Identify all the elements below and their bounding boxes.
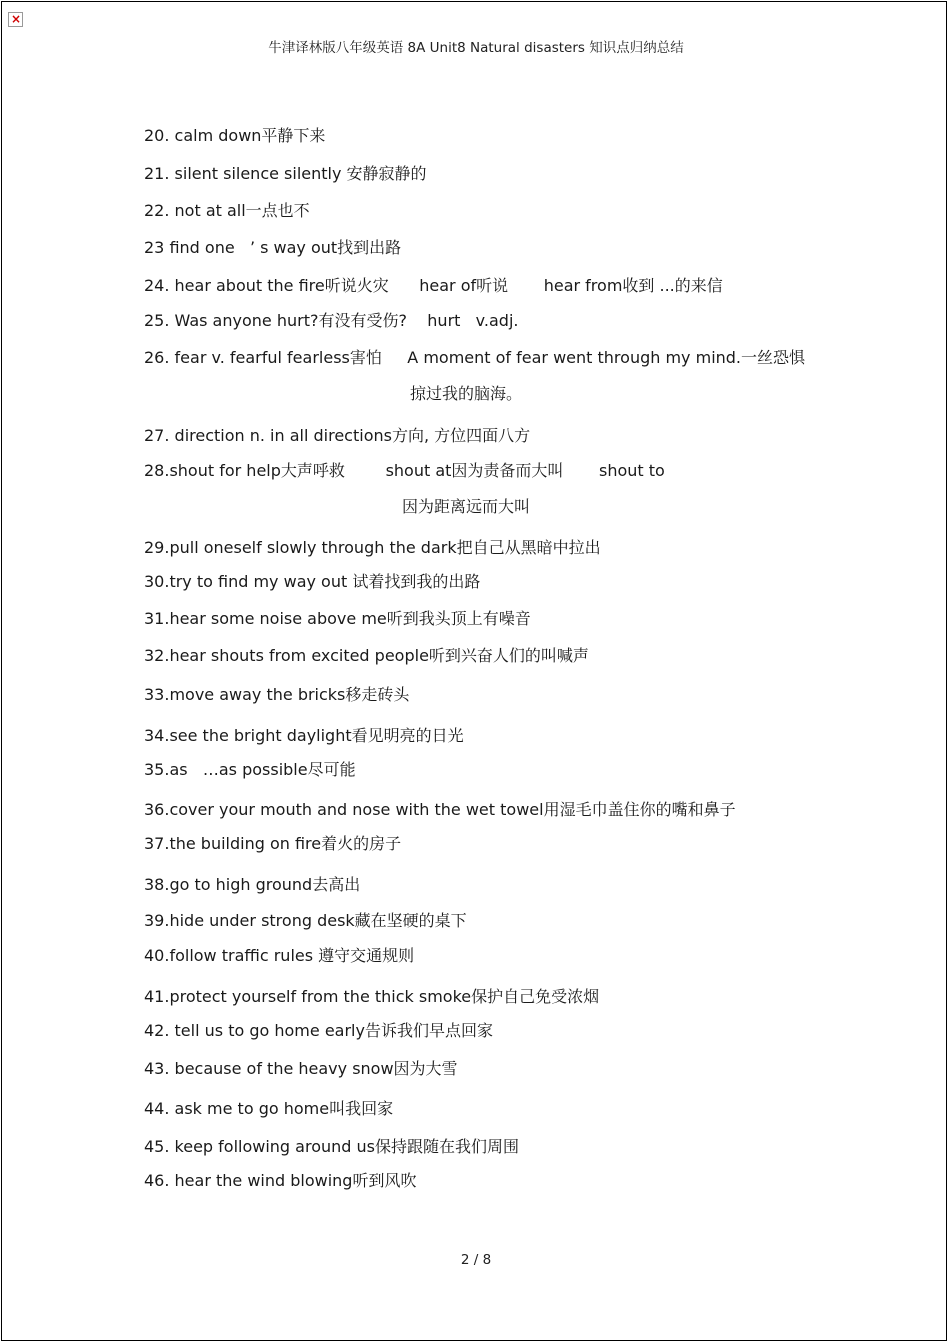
vocab-line-22: 22. not at all一点也不 [144, 201, 310, 220]
vocab-line-28: 28.shout for help大声呼救 shout at因为责备而大叫 shout to [144, 461, 665, 480]
vocab-line-23: 23 find one ’ s way out找到出路 [144, 238, 402, 257]
page-number: 2 / 8 [460, 1252, 492, 1268]
vocab-line-37: 37.the building on fire着火的房子 [144, 834, 402, 853]
vocab-line-26: 26. fear v. fearful fearless害怕 A moment of fear went through my mind.一丝恐惧 [144, 348, 806, 367]
vocab-line-42: 42. tell us to go home early告诉我们早点回家 [144, 1021, 493, 1040]
vocab-line-36: 36.cover your mouth and nose with the wet towel用湿毛巾盖住你的嘴和鼻子 [144, 800, 736, 819]
vocab-line-24: 24. hear about the fire听说火灾 hear of听说 hear from收到 ...的来信 [144, 276, 723, 295]
vocab-line-43: 43. because of the heavy snow因为大雪 [144, 1059, 458, 1078]
page-header: 牛津译林版八年级英语 8A Unit8 Natural disasters 知识点归纳总结 [268, 40, 684, 56]
vocab-line-46: 46. hear the wind blowing听到风吹 [144, 1171, 417, 1190]
broken-image-icon: × [8, 12, 23, 27]
vocab-line-40: 40.follow traffic rules 遵守交通规则 [144, 946, 415, 965]
vocab-line-32: 32.hear shouts from excited people听到兴奋人们的叫喊声 [144, 646, 589, 665]
vocab-line-31: 31.hear some noise above me听到我头顶上有噪音 [144, 609, 531, 628]
vocab-line-39: 39.hide under strong desk藏在坚硬的桌下 [144, 911, 467, 930]
vocab-line-21: 21. silent silence silently 安静寂静的 [144, 164, 427, 183]
vocab-line-25: 25. Was anyone hurt?有没有受伤? hurt v.adj. [144, 311, 519, 330]
vocab-line-27: 27. direction n. in all directions方向, 方位四面八方 [144, 426, 531, 445]
vocab-line-34: 34.see the bright daylight看见明亮的日光 [144, 726, 464, 745]
vocab-line-20: 20. calm down平静下来 [144, 126, 326, 145]
vocab-line-26-continued: 掠过我的脑海。 [410, 384, 523, 403]
vocab-line-30: 30.try to find my way out 试着找到我的出路 [144, 572, 481, 591]
vocab-line-35: 35.as …as possible尽可能 [144, 760, 356, 779]
vocab-line-33: 33.move away the bricks移走砖头 [144, 685, 410, 704]
vocab-line-45: 45. keep following around us保持跟随在我们周围 [144, 1137, 519, 1156]
vocab-line-29: 29.pull oneself slowly through the dark把自己从黑暗中拉出 [144, 538, 601, 557]
vocab-line-41: 41.protect yourself from the thick smoke保护自己免受浓烟 [144, 987, 600, 1006]
vocab-line-38: 38.go to high ground去高出 [144, 875, 361, 894]
document-page [1, 1, 947, 1341]
vocab-line-28-continued: 因为距离远而大叫 [402, 497, 531, 516]
vocab-line-44: 44. ask me to go home叫我回家 [144, 1099, 394, 1118]
